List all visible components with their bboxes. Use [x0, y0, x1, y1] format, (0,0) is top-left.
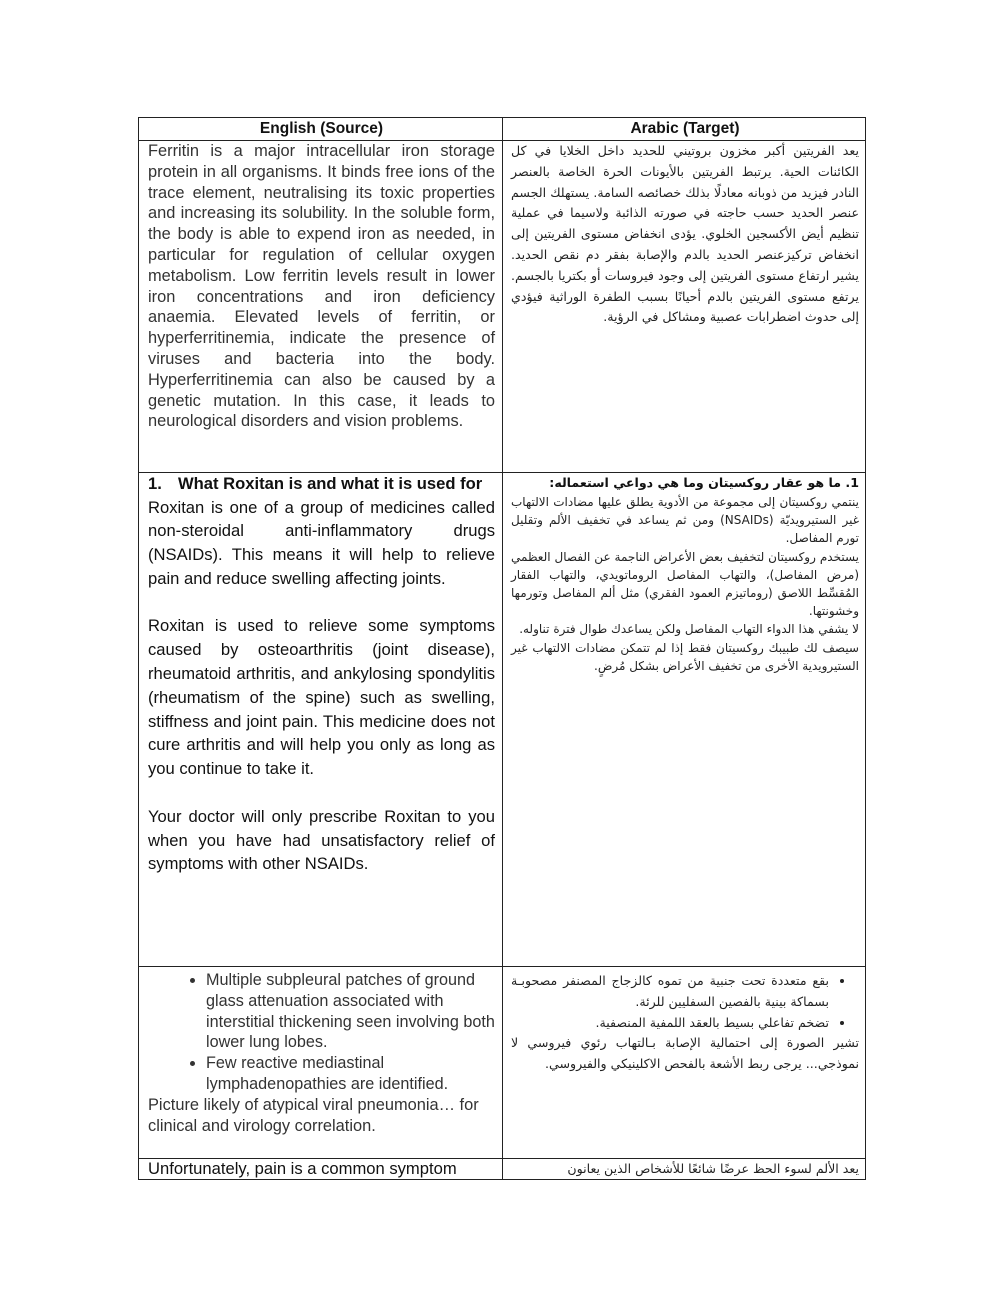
- list-item: • تضخم تفاعلي بسيط بالعقد اللمفية المنصفية.: [511, 1012, 829, 1033]
- impression-note-ar: تشير الصورة إلى احتمالية الإصابة بـالتهاب رئوي فيروسي لا نموذجي... يرجى ربط الأشعة بالفحص الاكلينيكي والفيروسي.: [511, 1035, 859, 1071]
- roxitan-arabic-paragraph-4: سيصف لك طبيبك روكسيتان فقط إذا لم تتمكن مضادات الالتهاب غير الستيرويدية الأخرى من تخفيف الأعراض بشكل مُرضٍ.: [511, 640, 859, 673]
- target-cell: [503, 967, 865, 1158]
- source-cell: [139, 967, 503, 1158]
- table-row: [139, 966, 865, 1158]
- findings-list-en: [148, 970, 495, 1095]
- roxitan-paragraph-3: Your doctor will only prescribe Roxitan to you when you have had unsatisfactory relief of symptoms with other NSAIDs.: [148, 806, 495, 874]
- findings-list-ar: [511, 970, 859, 1033]
- ferritin-arabic-text: يعد الفريتين أكبر مخزون بروتيني للحديد داخل الخلايا في كل الكائنات الحية. يرتبط الفريتين بالأيونات الحرة الخاصة بالعنصر النادر فيزيد من ذوبانه معادلًا بذلك خصائصه السامة. يستهلك الجسم عنصر الحديد حسب حاجته في صورته الذائبة ولاسيما في عملية تنظيم أيض الأكسجين الخلوي. يؤدى انخفاض مستوى الفريتين إلى انخفاض تركيزعنصر الحديد بالدم والإصابة بفقر دم نقص الحديد. يشير ارتفاع مستوى الفريتين إلى وجود فيروسات أو بكتريا بالجسم. يرتفع مستوى الفريتين بالدم أحيانًا بسبب الطفرة الوراثية فيؤدي إلى حدوث اضطرابات عصبية ومشاكل في الرؤية.: [511, 143, 859, 325]
- roxitan-arabic-paragraph-1: ينتمي روكسيتان إلى مجموعة من الأدوية يطلق عليها مضادات الالتهاب غير الستيرويديّة (NSAIDs) ومن ثم يساعد في تخفيف الألم وتقليل تورم المفاصل.: [511, 495, 860, 546]
- section-heading-en: [148, 473, 495, 496]
- target-cell: [503, 1159, 865, 1179]
- source-cell: [139, 141, 503, 472]
- target-cell: [503, 473, 865, 966]
- source-cell: [139, 1159, 503, 1179]
- section-heading-ar: 1. ما هو عقار روكسيتان وما هي دواعي استعماله:: [549, 475, 859, 490]
- table-row: [139, 140, 865, 472]
- roxitan-arabic-paragraph-3: لا يشفي هذا الدواء التهاب المفاصل ولكن يساعدك طوال فترة تناوله.: [519, 622, 859, 637]
- target-cell: [503, 141, 865, 472]
- roxitan-paragraph-2: Roxitan is used to relieve some symptoms caused by osteoarthritis (joint disease), rheumatoid arthritis, and ankylosing spondylitis (rheumatism of the spine) such as swelling, stiffness and joint pain. This medicine does not cure arthritis and will help you only as long as you continue to take it.: [148, 616, 495, 779]
- header-target: Arabic (Target): [630, 120, 740, 137]
- pain-arabic-text: يعد الألم لسوء الحظ عرضًا شائعًا للأشخاص الذين يعانون: [567, 1161, 859, 1176]
- translation-table: [138, 117, 866, 1180]
- ferritin-english-text: Ferritin is a major intracellular iron storage protein in all organisms. It binds free ions of the trace element, neutralising its toxic properties and increasing its solubility. In the soluble form, the body is able to expend iron as needed, in particular for regulation of cellular oxygen metabolism. Low ferritin levels result in lower iron concentrations and iron deficiency anaemia. Elevated levels of ferritin, or hyperferritinemia, indicate the presence of viruses and bacteria into the body. Hyperferritinemia can also be caused by a genetic mutation. In this case, it leads to neurological disorders and vision problems.: [148, 142, 495, 431]
- section-title: What Roxitan is and what it is used for: [178, 474, 483, 493]
- roxitan-arabic-paragraph-2: يستخدم روكسيتان لتخفيف بعض الأعراض الناجمة عن الفصال العظمي (مرض المفاصل)، والتهاب المفاصل الروماتويدي، والتهاب الفقار المُقسِّط اللاصق (روماتيزم العمود الفقري) مثل ألم المفاصل وتورمها وخشونتها.: [511, 549, 859, 619]
- table-row: [139, 472, 865, 966]
- roxitan-paragraph-1: Roxitan is one of a group of medicines called non-steroidal anti-inflammatory drugs (NSAIDs). This means it will help to relieve pain and reduce swelling affecting joints.: [148, 497, 495, 588]
- list-item: • Multiple subpleural patches of ground glass attenuation associated with interstitial thickening seen involving both lower lung lobes.: [206, 970, 495, 1053]
- header-source: English (Source): [139, 118, 503, 140]
- list-item: • Few reactive mediastinal lymphadenopathies are identified.: [206, 1053, 495, 1095]
- list-item: • بقع متعددة تحت جنبية من تموه كالزجاج المصنفر مصحوبـة بسماكة بينية بالفصين السفليين للرئة.: [511, 970, 829, 1012]
- section-number: 1.: [148, 474, 162, 493]
- table-row: [139, 1158, 865, 1179]
- impression-note-en: Picture likely of atypical viral pneumonia… for clinical and virology correlation.: [148, 1095, 479, 1135]
- pain-english-text: Unfortunately, pain is a common symptom: [148, 1159, 457, 1178]
- table-header-row: [139, 118, 865, 140]
- source-cell: [139, 473, 503, 966]
